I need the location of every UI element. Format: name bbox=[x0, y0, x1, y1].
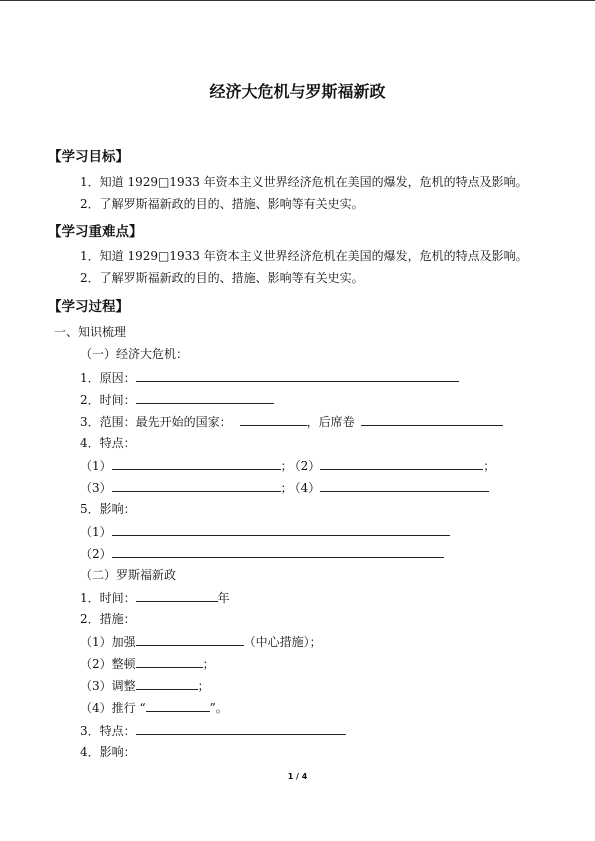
section-heading-process: 【学习过程】 bbox=[48, 299, 129, 315]
measure-row-3 bbox=[80, 678, 210, 693]
features-label: 4．特点： bbox=[80, 436, 136, 450]
impact-label: 5．影响： bbox=[80, 502, 136, 516]
section-heading-goals: 【学习目标】 bbox=[48, 149, 129, 165]
separator: ； bbox=[280, 459, 293, 473]
separator: ； bbox=[197, 679, 210, 693]
impact-2-label: （2） bbox=[80, 547, 112, 561]
scope-label-2: ，后席卷 bbox=[306, 415, 355, 429]
measures-label: 2．措施： bbox=[80, 612, 136, 626]
feature-4-label: （4） bbox=[294, 481, 321, 495]
new-deal-features-label: 3．特点： bbox=[80, 724, 136, 738]
page-number: 1 / 4 bbox=[287, 772, 308, 781]
new-deal-impact-label: 4．影响： bbox=[80, 745, 136, 759]
features-row-1 bbox=[80, 458, 495, 473]
new-deal-features-blank[interactable] bbox=[136, 723, 346, 735]
scope-label: 3．范围：最先开始的国家： bbox=[80, 415, 232, 429]
measure-1-blank[interactable] bbox=[136, 634, 244, 646]
first-country-blank[interactable] bbox=[240, 414, 307, 426]
measure-1-label: （1）加强 bbox=[80, 635, 136, 649]
feature-2-label: （2） bbox=[294, 459, 321, 473]
new-deal-year-blank[interactable] bbox=[136, 590, 218, 602]
new-deal-features-row bbox=[80, 723, 346, 738]
scope-row bbox=[80, 414, 503, 429]
feature-4-blank[interactable] bbox=[320, 480, 489, 492]
separator: ； bbox=[280, 481, 293, 495]
measure-1-note: （中心措施）； bbox=[243, 635, 322, 649]
new-deal-time-row bbox=[80, 590, 230, 605]
measure-row-2 bbox=[80, 656, 215, 671]
feature-3-label: （3） bbox=[80, 481, 112, 495]
measure-4-close: ”。 bbox=[209, 701, 228, 715]
measure-2-blank[interactable] bbox=[136, 656, 203, 668]
section-heading-key-points: 【学习重难点】 bbox=[48, 224, 143, 240]
measure-row-4 bbox=[80, 700, 228, 715]
measure-4-label: （4）推行 “ bbox=[80, 701, 146, 715]
impact-1-label: （1） bbox=[80, 525, 112, 539]
subheading-economic-crisis: （一）经济大危机： bbox=[80, 347, 189, 361]
cause-blank[interactable] bbox=[136, 370, 459, 382]
measure-4-blank[interactable] bbox=[146, 700, 210, 712]
key-item-2: 2．了解罗斯福新政的目的、措施、影响等有关史实。 bbox=[80, 271, 364, 285]
cause-label: 1．原因： bbox=[80, 371, 136, 385]
part-heading-knowledge: 一、知识梳理 bbox=[54, 325, 127, 339]
key-item-1: 1．知道 1929□1933 年资本主义世界经济危机在美国的爆发，危机的特点及影响。 bbox=[80, 249, 528, 263]
time-label: 2．时间： bbox=[80, 393, 136, 407]
document-title: 经济大危机与罗斯福新政 bbox=[209, 82, 386, 101]
year-label: 年 bbox=[217, 591, 230, 605]
impact-2-blank[interactable] bbox=[112, 546, 444, 558]
separator: ； bbox=[202, 657, 215, 671]
page-top-border bbox=[0, 0, 595, 1]
time-blank[interactable] bbox=[136, 392, 274, 404]
measure-row-1 bbox=[80, 634, 322, 649]
feature-2-blank[interactable] bbox=[320, 458, 483, 470]
measure-2-label: （2）整顿 bbox=[80, 657, 136, 671]
separator: ； bbox=[483, 459, 496, 473]
feature-1-label: （1） bbox=[80, 459, 112, 473]
new-deal-time-label: 1．时间： bbox=[80, 591, 136, 605]
subheading-new-deal: （二）罗斯福新政 bbox=[80, 568, 177, 582]
feature-1-blank[interactable] bbox=[112, 458, 281, 470]
time-row bbox=[80, 392, 274, 407]
goal-item-2: 2．了解罗斯福新政的目的、措施、影响等有关史实。 bbox=[80, 197, 364, 211]
measure-3-blank[interactable] bbox=[136, 678, 198, 690]
cause-row bbox=[80, 370, 459, 385]
feature-3-blank[interactable] bbox=[112, 480, 281, 492]
goal-item-1: 1．知道 1929□1933 年资本主义世界经济危机在美国的爆发，危机的特点及影响。 bbox=[80, 175, 528, 189]
spread-blank[interactable] bbox=[361, 414, 503, 426]
measure-3-label: （3）调整 bbox=[80, 679, 136, 693]
impact-1-blank[interactable] bbox=[112, 524, 450, 536]
features-row-2 bbox=[80, 480, 489, 495]
impact-row-2 bbox=[80, 546, 444, 561]
impact-row-1 bbox=[80, 524, 450, 539]
